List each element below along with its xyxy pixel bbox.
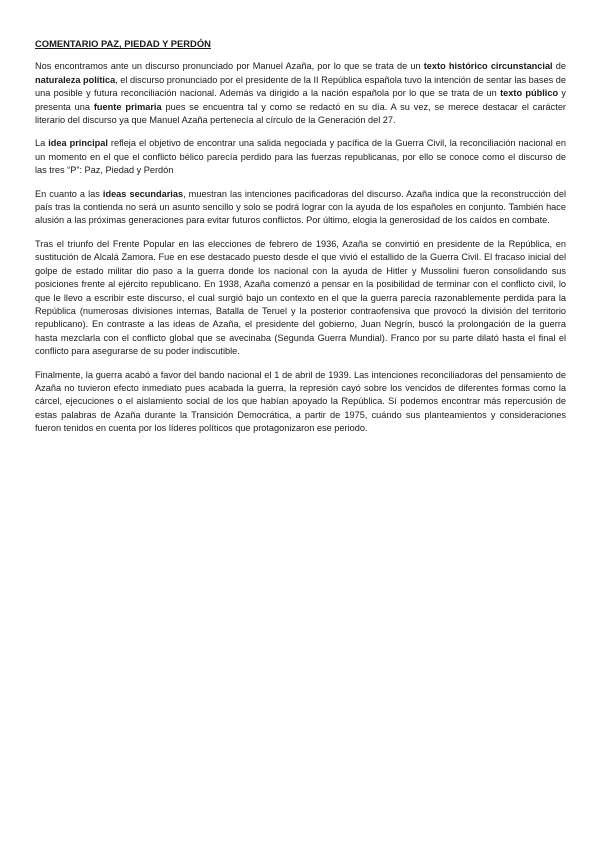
text-segment: y presenta una bbox=[35, 88, 566, 112]
text-segment: En cuanto a las bbox=[35, 188, 103, 199]
paragraph-main-idea bbox=[35, 137, 566, 177]
text-segment: La bbox=[35, 138, 49, 149]
paragraph-secondary-ideas bbox=[35, 188, 566, 228]
paragraph-introduction bbox=[35, 60, 566, 127]
bold-term: fuente primaria bbox=[93, 101, 162, 112]
text-segment: de bbox=[552, 61, 567, 72]
document-body bbox=[35, 37, 566, 446]
paragraph-context bbox=[35, 238, 566, 359]
text-segment: , muestran las intenciones pacificadoras del discurso. Azaña indica que la reconstrucción del país tras la contienda no será un asunto sencillo y solo se podrá lograr con la ayuda de los españoles en conjunto. También hace alusión a las próximas generaciones para evitar futuros conflictos. Por último, elogia la generosidad de los caídos en combate. bbox=[35, 188, 566, 226]
text-segment: Nos encontramos ante un discurso pronunciado por Manuel Azaña, por lo que se trata de un bbox=[35, 61, 424, 72]
bold-term: naturaleza política bbox=[35, 74, 116, 85]
bold-term: texto público bbox=[500, 88, 559, 99]
text-segment: Tras el triunfo del Frente Popular en las elecciones de febrero de 1936, Azaña se convirtió en presidente de la República, en sustitución de Alcalá Zamora. Fue en ese destacado puesto desde el que vivió el estallido de la Guerra Civil. El fracaso inicial del golpe de estado militar dio paso a la guerra donde los nacional con la ayuda de Hitler y Mussolini fueron consolidando sus posiciones frente al ejército republicano. En 1938, Azaña comenzó a pensar en la posibilidad de terminar con el conflicto civil, lo que le llevo a escribir este discurso, el cual surgió bajo un contexto en el que la guerra parecía razonablemente perdida para la República (numerosas divisiones internas, Batalla de Teruel y la posterior contraofensiva que provocó la división del territorio republicano). En contraste a las ideas de Azaña, el presidente del gobierno, Juan Negrín, buscó la prolongación de la guerra hasta mezclarla con el conflicto global que se avecinaba (Segunda Guerra Mundial). Franco por su parte dilató hasta el final el conflicto para asegurarse de su poder indiscutible. bbox=[35, 238, 566, 357]
text-segment: refleja el objetivo de encontrar una salida negociada y pacífica de la Guerra Civil, la reconciliación nacional en un momento en el que el conflicto bélico parecía perdido para las fuerzas republicanas, por ello se conoce como el discurso de las tres “P”: Paz, Piedad y Perdón bbox=[35, 138, 566, 176]
bold-term: idea principal bbox=[48, 138, 108, 149]
bold-term: ideas secundarias bbox=[102, 188, 184, 199]
document-title: COMENTARIO PAZ, PIEDAD Y PERDÓN bbox=[35, 38, 211, 49]
paragraph-conclusion bbox=[35, 369, 566, 436]
text-segment: , el discurso pronunciado por el presidente de la II República española tuvo la intención de sentar las bases de una posible y futura reconciliación nacional. Además va dirigido a la nación española por lo que se trata de un bbox=[35, 74, 566, 99]
bold-term: texto histórico circunstancial bbox=[423, 61, 553, 72]
text-segment: pues se encuentra tal y como se redactó en su día. A su vez, se merece destacar el carácter literario del discurso ya que Manuel Azaña pertenecía al círculo de la Generación del 27. bbox=[35, 101, 566, 126]
text-segment: Finalmente, la guerra acabó a favor del bando nacional el 1 de abril de 1939. Las intenciones reconciliadoras del pensamiento de Azaña no tuvieron efecto inmediato pues acabada la guerra, la represión cayó sobre los vencidos de diferentes formas como la cárcel, ejecuciones o el aislamiento social de los que habían apoyado la República. Sí podemos encontrar más repercusión de estas palabras de Azaña durante la Transición Democrática, a partir de 1975, cuándo sus planteamientos y consideraciones fueron tenidos en cuenta por los líderes políticos que protagonizaron ese periodo. bbox=[35, 369, 566, 434]
